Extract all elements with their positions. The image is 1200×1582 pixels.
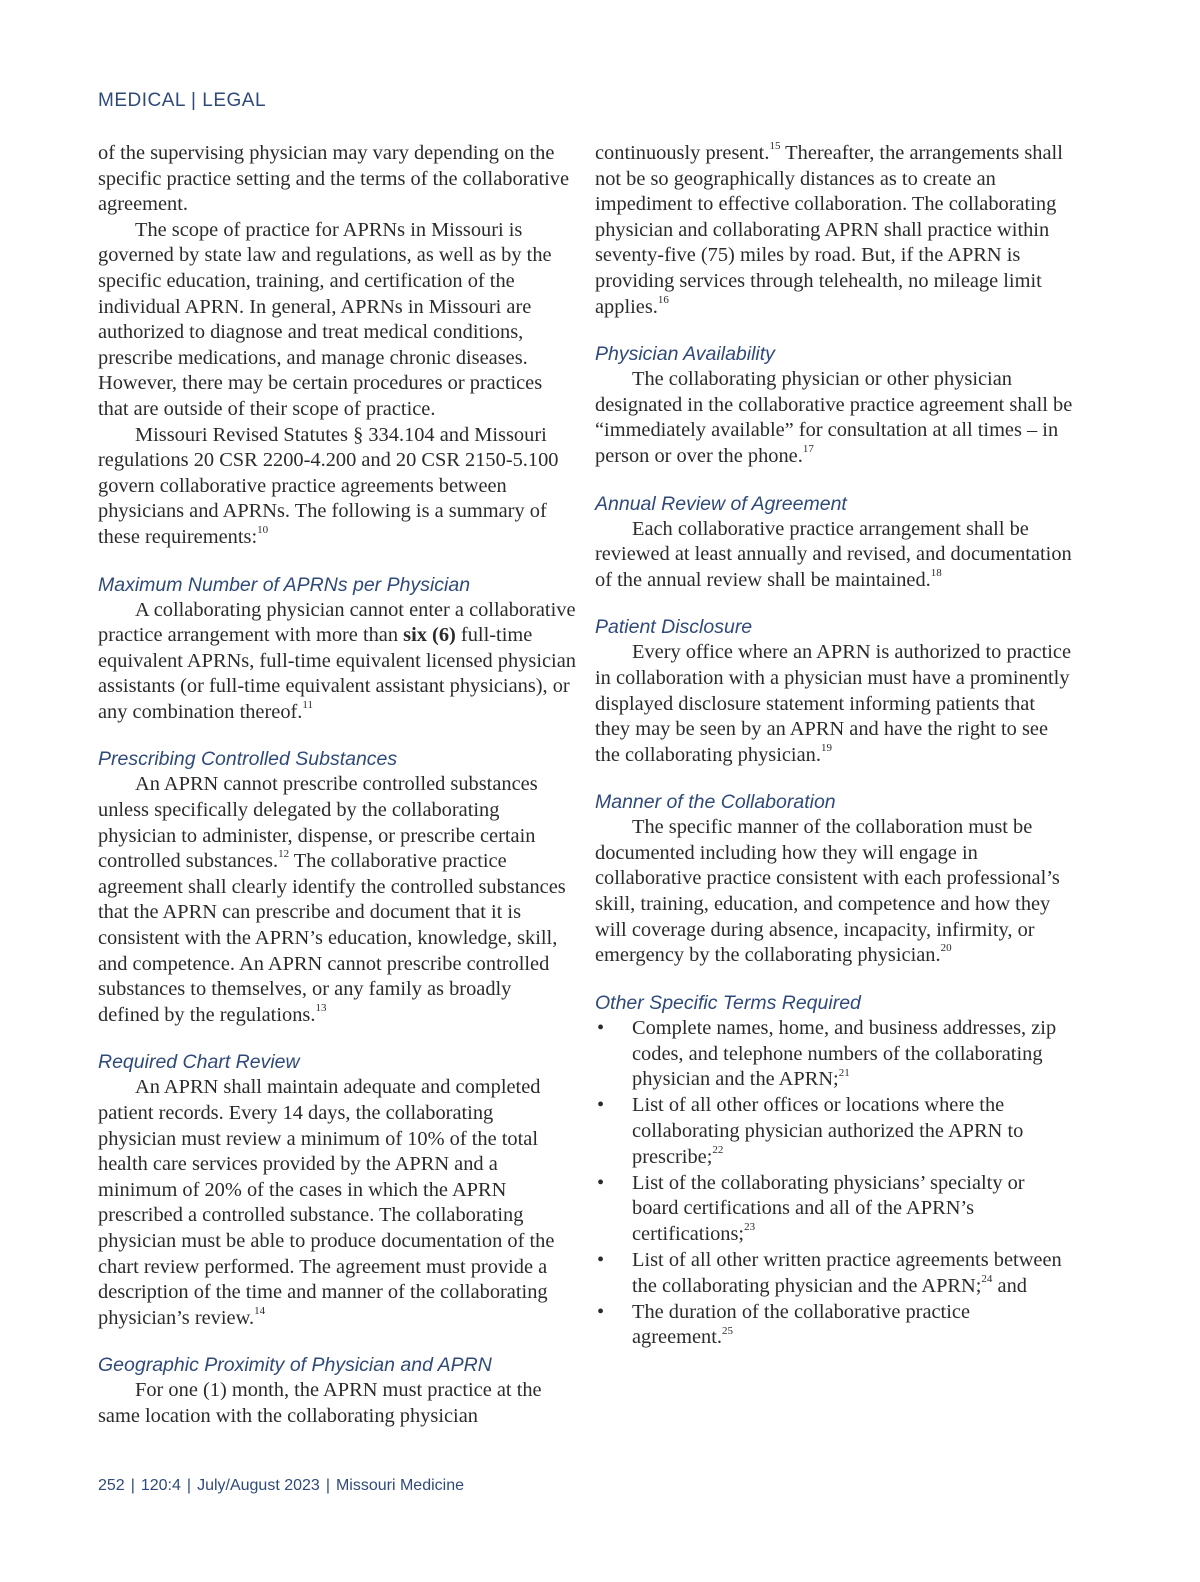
- footnote-ref[interactable]: 17: [802, 443, 814, 456]
- intro-paragraph: of the supervising physician may vary depending on the specific practice setting and the terms of the collaborative agreement.: [98, 142, 570, 216]
- annual-review-paragraph: Each collaborative practice arrangement shall be reviewed at least annually and revised, and documentation of the annual review shall be maintained.$^{18}$: [595, 517, 1072, 591]
- bullet-icon: •: [597, 1171, 605, 1194]
- heading-other-terms: Other Specific Terms Required: [595, 991, 861, 1014]
- heading-max-aprns: Maximum Number of APRNs per Physician: [98, 573, 471, 596]
- footnote-ref[interactable]: 23: [744, 1221, 756, 1234]
- section-header: MEDICAL | LEGAL: [98, 90, 267, 111]
- footnote-ref[interactable]: 15: [769, 140, 781, 153]
- footnote-ref[interactable]: 19: [820, 741, 832, 754]
- heading-annual-review: Annual Review of Agreement: [595, 492, 847, 515]
- right-column: [595, 141, 1073, 1351]
- max-aprns-paragraph: A collaborating physician cannot enter a collaborative practice arrangement with more than six (6) full-time equivalent APRNs, full-time equivalent licensed physician assistants (or full-time equivalent assistant physicians), or any combination thereof.$^{11}$: [98, 598, 576, 723]
- footnote-ref[interactable]: 25: [722, 1324, 734, 1337]
- heading-geographic: Geographic Proximity of Physician and APRN: [98, 1354, 492, 1377]
- heading-manner: Manner of the Collaboration: [595, 791, 836, 814]
- continuation-paragraph: continuously present.$^{15}$ Thereafter, the arrangements shall not be so geographically distances as to create an impediment to effective collaboration. The collaborating physician and collaborating APRN shall practice within seventy-five (75) miles by road. But, if the APRN is providing services through telehealth, no mileage limit applies.$^{16}$: [595, 140, 1063, 318]
- availability-paragraph: The collaborating physician or other physician designated in the collaborative practice agreement shall be “immediately available” for consultation at all times – in person or over the phone.$^{17}$: [595, 368, 1073, 467]
- bullet-icon: •: [597, 1094, 605, 1117]
- footnote-ref[interactable]: 11: [302, 699, 313, 712]
- footnote-ref[interactable]: 18: [930, 566, 942, 579]
- issue-date: July/August 2023: [197, 1477, 320, 1494]
- chart-review-paragraph: An APRN shall maintain adequate and completed patient records. Every 14 days, the collaborating physician must review a minimum of 10% of the total health care services provided by the APRN and a minimum of 20% of the cases in which the APRN prescribed a controlled substance. The collaborating physician must be able to produce documentation of the chart review performed. The agreement must provide a description of the time and manner of the collaborating physician’s review.$^{14}$: [98, 1076, 555, 1329]
- heading-disclosure: Patient Disclosure: [595, 616, 753, 639]
- footnote-ref[interactable]: 16: [657, 293, 669, 306]
- required-terms-list: [595, 1016, 1073, 1351]
- footnote-ref[interactable]: 20: [940, 942, 952, 955]
- statutes-paragraph: Missouri Revised Statutes § 334.104 and Missouri regulations 20 CSR 2200-4.200 and 20 CSR 2150-5.100 govern collaborative practice agreements between physicians and APRNs. The following is a summary of these requirements:$^{10}$: [98, 423, 559, 548]
- list-item: • List of all other written practice agreements between the collaborating physician and the APRN;$^{24}$ and: [597, 1249, 1062, 1297]
- scope-paragraph: The scope of practice for APRNs in Missouri is governed by state law and regulations, as well as by the specific education, training, and certification of the individual APRN. In general, APRNs in Missouri are authorized to diagnose and treat medical conditions, prescribe medications, and manage chronic diseases. However, there may be certain procedures or practices that are outside of their scope of practice.: [98, 218, 552, 420]
- prescribing-paragraph: An APRN cannot prescribe controlled substances unless specifically delegated by the collaborating physician to administer, dispense, or prescribe certain controlled substances.$^{12}$ The collaborative practice agreement shall clearly identify the controlled substances that the APRN can prescribe and document that it is consistent with the APRN’s education, knowledge, skill, and competence. An APRN cannot prescribe controlled substances to themselves, or any family as broadly defined by the regulations.$^{13}$: [98, 773, 566, 1026]
- geographic-paragraph: For one (1) month, the APRN must practice at the same location with the collaborating physician: [98, 1379, 542, 1427]
- bullet-icon: •: [597, 1249, 605, 1272]
- footnote-ref[interactable]: 10: [257, 524, 269, 537]
- footnote-ref[interactable]: 22: [712, 1144, 724, 1157]
- heading-chart-review: Required Chart Review: [98, 1051, 300, 1074]
- page-number: 252: [98, 1477, 125, 1494]
- footnote-ref[interactable]: 13: [315, 1002, 327, 1015]
- disclosure-paragraph: Every office where an APRN is authorized to practice in collaboration with a physician must have a prominently displayed disclosure statement informing patients that they may be seen by an APRN and have the right to see the collaborating physician.$^{19}$: [595, 641, 1071, 766]
- issue-number: 120:4: [140, 1477, 181, 1494]
- page-footer: 252 | 120:4 | July/August 2023 | Missouri Medicine: [98, 1477, 465, 1494]
- left-column: [98, 141, 576, 1430]
- list-item: • The duration of the collaborative practice agreement.$^{25}$: [597, 1300, 970, 1349]
- manner-paragraph: The specific manner of the collaboration must be documented including how they will engage in collaborative practice consistent with each professional’s skill, training, education, and competence and how they will coverage during absence, incapacity, infirmity, or emergency by the collaborating physician.$^{20}$: [595, 816, 1060, 967]
- footnote-ref[interactable]: 24: [981, 1273, 993, 1286]
- bullet-icon: •: [597, 1016, 605, 1039]
- footnote-ref[interactable]: 21: [838, 1066, 850, 1079]
- journal-name: Missouri Medicine: [335, 1477, 465, 1494]
- list-item: • List of all other offices or locations where the collaborating physician authorized the APRN to prescribe;$^{22}$: [597, 1094, 1024, 1168]
- heading-prescribing: Prescribing Controlled Substances: [98, 748, 398, 771]
- list-item: • List of the collaborating physicians’ specialty or board certifications and all of the APRN’s certifications;$^{23}$: [597, 1171, 1025, 1246]
- footnote-ref[interactable]: 14: [254, 1304, 266, 1317]
- footnote-ref[interactable]: 12: [278, 848, 290, 861]
- bullet-icon: •: [597, 1300, 605, 1323]
- heading-availability: Physician Availability: [595, 343, 775, 366]
- list-item: • Complete names, home, and business addresses, zip codes, and telephone numbers of the collaborating physician and the APRN;$^{21}$: [597, 1016, 1057, 1091]
